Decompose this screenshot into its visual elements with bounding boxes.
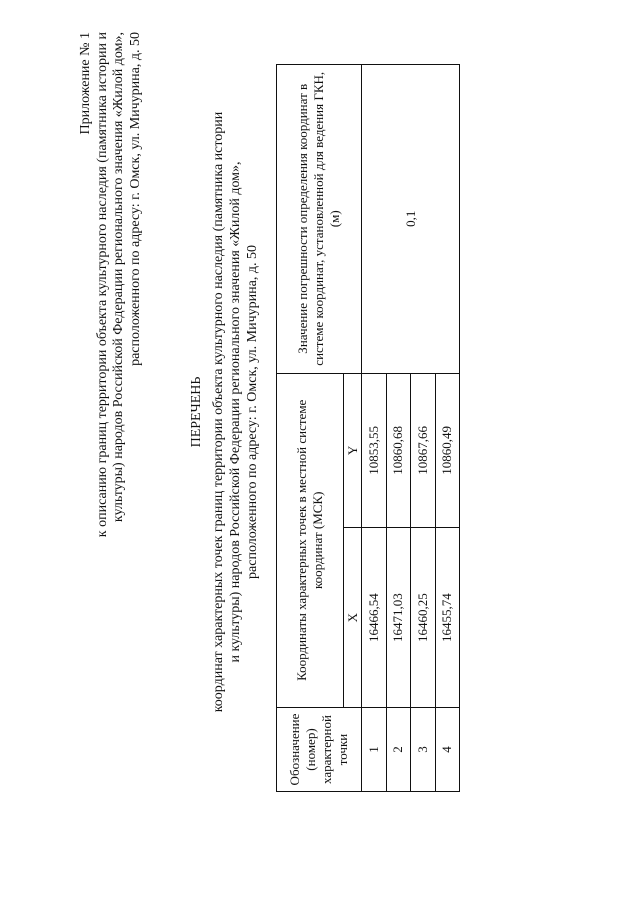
appendix-line: Приложение № 1 [78, 32, 93, 135]
appendix-line: расположенного по адресу: г. Омск, ул. Мичурина, д. 50 [127, 32, 143, 366]
coord-x: 16471,03 [386, 528, 411, 708]
appendix-heading [78, 32, 144, 552]
subtitle-line: расположенного по адресу: г. Омск, ул. Мичурина, д. 50 [245, 245, 260, 579]
appendix-line: культуры) народов Российской Федерации регионального значения «Жилой дом», [111, 32, 126, 523]
point-number: 4 [435, 708, 460, 792]
rotated-page-content [34, 32, 534, 792]
coord-y: 10853,55 [362, 373, 387, 528]
point-number: 2 [386, 708, 411, 792]
subtitle-line: и культуры) народов Российской Федерации регионального значения «Жилой дом», [228, 161, 243, 663]
header-x: X [344, 528, 362, 708]
coord-y: 10867,66 [411, 373, 436, 528]
header-y: Y [344, 373, 362, 528]
error-value: 0,1 [362, 65, 460, 374]
header-point-number: Обозначение (номер) характерной точки [277, 708, 362, 792]
coord-x: 16455,74 [435, 528, 460, 708]
coordinates-table [276, 64, 460, 792]
coord-x: 16466,54 [362, 528, 387, 708]
coord-y: 10860,49 [435, 373, 460, 528]
table-row [362, 65, 387, 792]
subtitle-line: координат характерных точек границ территории объекта культурного наследия (памятника истории [211, 111, 226, 713]
header-coordinates: Координаты характерных точек в местной системе координат (МСК) [277, 373, 344, 707]
coord-y: 10860,68 [386, 373, 411, 528]
header-error: Значение погрешности определения координат в системе координат, установленной для ведения ГКН, (м) [277, 65, 362, 374]
document-subtitle [210, 32, 261, 792]
document-title: ПЕРЕЧЕНЬ [189, 376, 204, 448]
coord-x: 16460,25 [411, 528, 436, 708]
point-number: 3 [411, 708, 436, 792]
appendix-line: к описанию границ территории объекта культурного наследия (памятника истории и [94, 32, 110, 538]
point-number: 1 [362, 708, 387, 792]
